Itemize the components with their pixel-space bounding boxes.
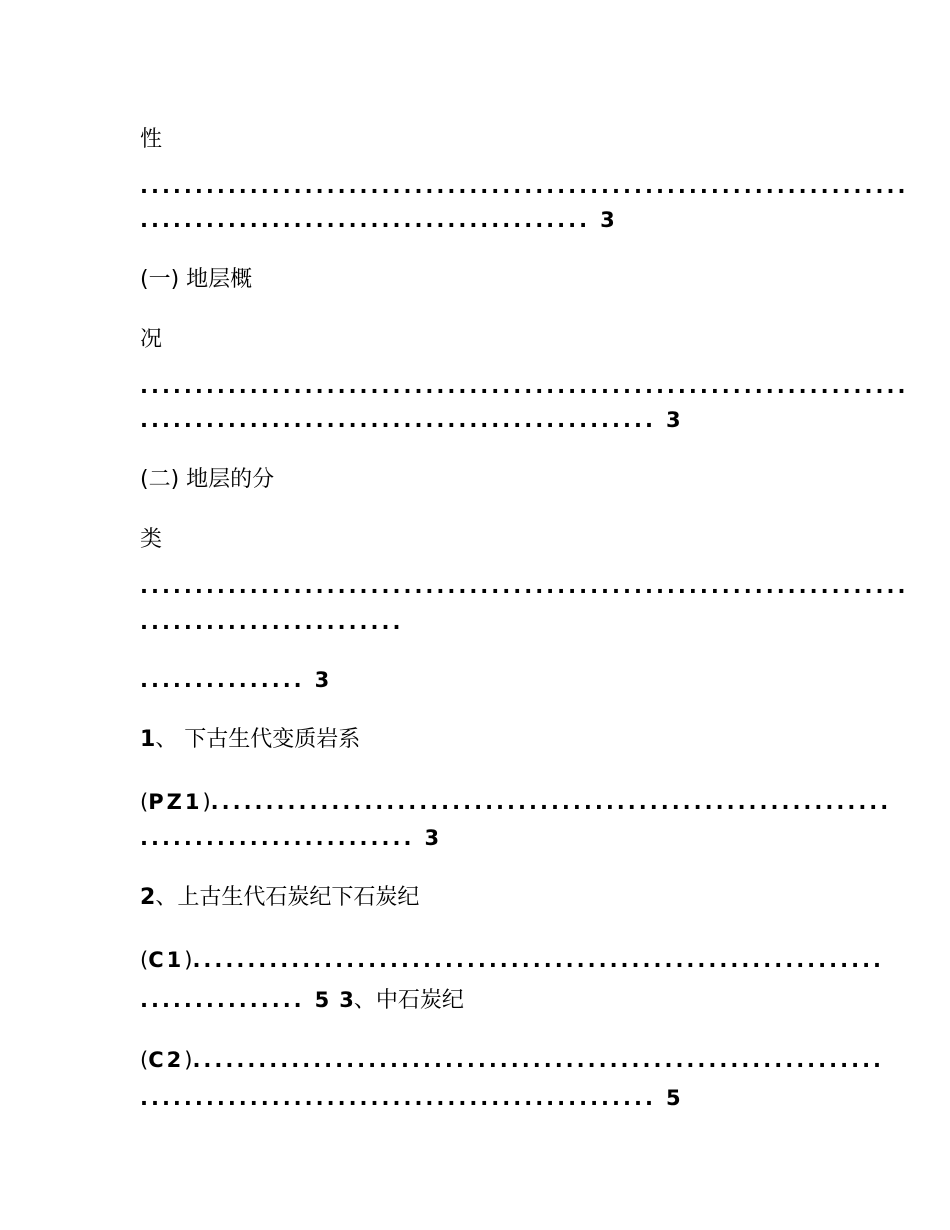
toc-paren-open: ( xyxy=(140,790,149,814)
toc-entry-text: 、上古生代石炭纪下石炭纪 xyxy=(155,885,420,910)
toc-entry-text: 、 下古生代变质岩系 xyxy=(155,727,361,752)
toc-leader-dots: .............................................................. xyxy=(210,790,892,814)
toc-leader-line xyxy=(140,206,820,234)
toc-page-number: 3 xyxy=(424,826,440,850)
toc-page-number: 3 xyxy=(314,668,330,692)
toc-leader-dots: ........................ xyxy=(140,610,404,634)
toc-page-number: 3 xyxy=(665,408,681,432)
toc-page-number: 5 xyxy=(665,1086,681,1110)
toc-leader-line xyxy=(140,1046,885,1074)
toc-leader-dots: ............................................................... xyxy=(192,948,885,972)
toc-leader-dots: ............... xyxy=(140,668,305,692)
toc-entry-text: (二) 地层的分 xyxy=(140,467,275,492)
toc-leader-dots: ............................................... xyxy=(140,408,656,432)
toc-leader-dots: ............... xyxy=(140,988,305,1012)
toc-entry-code: C2 xyxy=(148,1048,185,1072)
toc-paren-close: ) xyxy=(184,948,193,972)
toc-leader-line xyxy=(140,824,820,852)
toc-page-number: 5 xyxy=(314,988,330,1012)
toc-leader-dots: ...................................................................... xyxy=(140,374,909,398)
toc-leader-line xyxy=(140,1084,820,1112)
toc-entry-title xyxy=(140,466,820,494)
toc-leader-dots: ......................................... xyxy=(140,208,591,232)
toc-entry-text: 性 xyxy=(140,127,163,152)
toc-entry-number: 3 xyxy=(339,988,354,1012)
toc-entry-title xyxy=(140,726,820,754)
toc-leader-line xyxy=(140,788,892,816)
toc-entry-text: 、中石炭纪 xyxy=(353,988,464,1013)
toc-entry-code: PZ1 xyxy=(148,790,203,814)
toc-leader-dots: ......................... xyxy=(140,826,415,850)
toc-leader-line xyxy=(140,986,820,1014)
toc-entry-number: 1 xyxy=(140,727,156,752)
toc-entry-continuation: 类 xyxy=(140,527,163,552)
toc-paren-close: ) xyxy=(202,790,211,814)
toc-paren-open: ( xyxy=(140,948,149,972)
toc-leader-line xyxy=(140,406,820,434)
toc-leader-dots: ............................................................... xyxy=(192,1048,885,1072)
toc-page-number: 3 xyxy=(600,208,615,232)
toc-entry-title xyxy=(140,884,820,912)
toc-leader-line xyxy=(140,666,820,694)
toc-entry-code: C1 xyxy=(148,948,185,972)
toc-entry-text: (一) 地层概 xyxy=(140,267,253,292)
toc-leader-dots: ...................................................................... xyxy=(140,574,909,598)
toc-paren-open: ( xyxy=(140,1048,149,1072)
toc-leader-dots: ...................................................................... xyxy=(140,174,909,198)
toc-paren-close: ) xyxy=(184,1048,193,1072)
toc-entry-title xyxy=(140,266,820,294)
toc-leader-dots: ............................................... xyxy=(140,1086,656,1110)
toc-leader-line xyxy=(140,946,885,974)
toc-entry-continuation: 况 xyxy=(140,327,163,352)
toc-entry-title xyxy=(140,126,820,154)
toc-entry-number: 2 xyxy=(140,885,156,910)
